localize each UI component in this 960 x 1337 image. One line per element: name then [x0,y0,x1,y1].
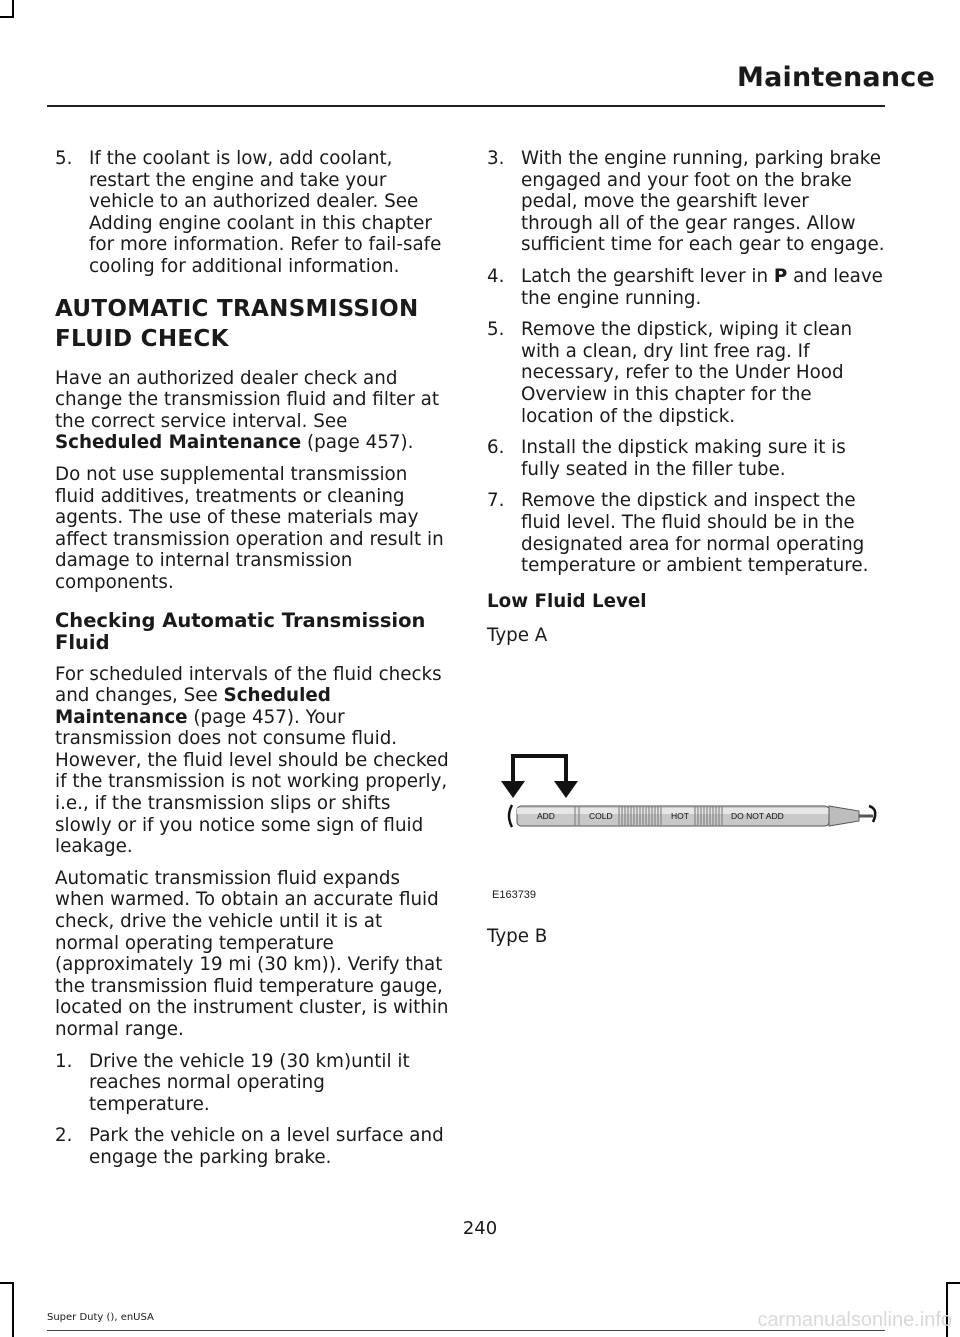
header-rule [47,105,885,107]
figure-id: E163739 [492,889,537,902]
label-do-not-add: DO NOT ADD [731,811,784,822]
crop-mark-bottom-left [12,1282,14,1337]
list-text: Install the dipstick making sure it is fully seated in the filler tube. [521,437,846,480]
watermark: carmanualsonline.info [757,1309,952,1331]
list-item-step5 [487,319,885,427]
list-text-part: and leave the engine running. [521,265,883,309]
paragraph-text: Have an authorized dealer check and change the transmission fluid and filter at the correct service interval. See [55,367,440,432]
paragraph-text: For scheduled intervals of the fluid checks and changes, See [55,663,442,707]
left-column [55,148,451,1179]
dipstick-body [509,805,875,827]
section-heading-line1: AUTOMATIC TRANSMISSION [55,295,419,322]
page-reference: (page 457). [301,432,414,454]
dipstick-diagram [487,656,885,906]
list-item-step3 [487,148,885,256]
scheduled-maintenance-link[interactable]: Scheduled Maintenance [55,432,302,454]
gear-p-label: P [773,265,788,287]
list-text: Remove the dipstick and inspect the fluid level. The fluid should be in the designated area for normal operating temperature or ambient temperature. [521,490,869,577]
list-item-step1 [55,1051,451,1116]
list-text: Park the vehicle on a level surface and engage the parking brake. [89,1125,444,1168]
label-cold: COLD [589,811,613,822]
list-number: 5. [487,319,505,341]
subheading-low-fluid: Low Fluid Level [487,590,647,612]
list-text-part: Latch the gearshift lever in [521,265,774,287]
list-number: 4. [487,265,505,287]
crop-mark-bottom-right-h [946,1282,960,1284]
footer-doc-label: Super Duty (), enUSA [47,1312,154,1323]
paragraph-expands: Automatic transmission fluid expands when warmed. To obtain an accurate fluid check, drive the vehicle until it is at normal operating temperature (approximately 19 mi (30 km)). Verify that the transmission fluid temperature gauge, located on the instrument cluster, is within normal range. [55,867,449,1040]
type-b-label: Type B [487,926,548,948]
paragraph-intervals [55,664,451,858]
list-item-coolant [55,148,451,278]
right-column [487,148,885,958]
dipstick-figure [487,656,885,926]
list-number: 7. [487,490,505,512]
list-text: Drive the vehicle 19 (30 km)until it reaches normal operating temperature. [89,1050,410,1115]
list-text: Remove the dipstick, wiping it clean with a clean, dry lint free rag. If necessary, refer to the Under Hood Overview in this chapter for the location of the dipstick. [521,319,853,427]
scheduled-maintenance-link[interactable]: Scheduled Maintenance [55,685,331,728]
label-add: ADD [537,811,555,822]
list-text: If the coolant is low, add coolant, restart the engine and take your vehicle to an authorized dealer. See Adding engine coolant in this chapter for more information. Refer to fail-safe cooling for additional information. [89,148,442,277]
subheading-checking: Checking Automatic Transmission Fluid [55,608,426,654]
crop-mark-bottom-left-h [0,1282,14,1284]
label-hot: HOT [671,811,689,822]
add-range-arrows [501,754,578,798]
paragraph-text-continued: (page 457). Your transmission does not consume fluid. However, the fluid level should be checked if the transmission is not working properly, i.e., if the transmission slips or shifts slowly or if you notice some sign of fluid leakage. [55,706,449,858]
list-number: 2. [55,1125,73,1147]
list-number: 5. [55,148,73,169]
list-item-step7 [487,490,885,576]
type-a-label: Type A [487,624,548,646]
list-text [521,266,883,309]
list-item-step4 [487,266,885,309]
crop-mark-top-left [12,0,14,17]
list-item-step2 [55,1125,451,1168]
list-item-step6 [487,437,885,480]
list-text: With the engine running, parking brake engaged and your foot on the brake pedal, move the gearshift lever through all of the gear ranges. Allow sufficient time for each gear to engage. [521,148,885,256]
list-number: 3. [487,148,505,169]
section-heading-line2: FLUID CHECK [55,325,229,352]
page-number: 240 [462,1218,498,1239]
paragraph-dealer [55,368,451,454]
paragraph-additives: Do not use supplemental transmission fluid additives, treatments or cleaning agents. The use of these materials may affect transmission operation and result in damage to internal transmission components. [55,463,444,593]
crop-mark-top-left-h [0,16,14,18]
section-heading [55,294,451,354]
list-number: 6. [487,437,505,459]
page-header-title: Maintenance [737,62,935,93]
list-number: 1. [55,1050,73,1072]
